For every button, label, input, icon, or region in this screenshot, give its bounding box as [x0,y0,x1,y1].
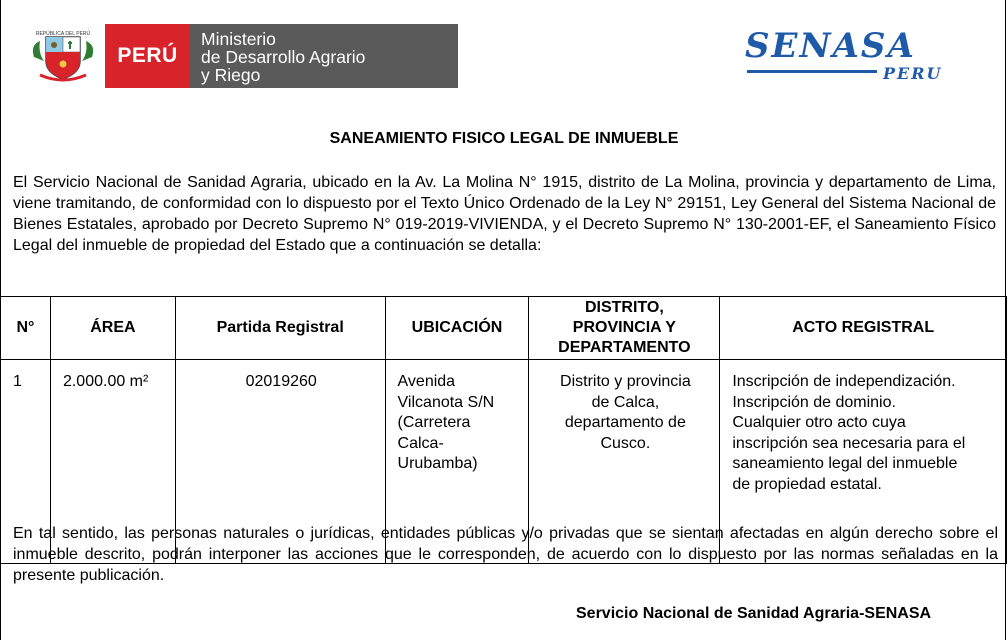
coat-of-arms-icon [30,27,96,83]
document-title: SANEAMIENTO FISICO LEGAL DE INMUEBLE [329,130,679,147]
header [0,0,1008,110]
peru-logo-block [105,24,190,88]
header-partida: Partida Registral [175,297,385,360]
ubicacion-line: Urubamba) [397,455,478,472]
ministry-line-3: y Riego [201,65,261,85]
signature: Servicio Nacional de Sanidad Agraria-SENASA [576,605,932,622]
header-area: ÁREA [50,297,175,360]
closing-paragraph: En tal sentido, las personas naturales o jurídicas, entidades públicas y/o privadas que se sientan afectadas en algún derecho sobre el inmueble descrito, podrán interponer las acciones que le corresponden, de acuerdo con lo dispuesto por las normas señaladas en la presente publicación. [13,525,998,584]
peru-label: PERÚ [117,44,178,67]
distrito-line: departamento de [564,414,686,431]
header-ubicacion: UBICACIÓN [385,297,529,360]
cell-partida: 02019260 [175,360,385,564]
coat-of-arms-text: REPÚBLICA DEL PERÚ [35,31,91,37]
header-distrito-line: DEPARTAMENTO [558,339,691,356]
acto-line: inscripción sea necesaria para el [732,434,966,452]
header-distrito [529,297,720,360]
senasa-logo [745,28,965,84]
header-distrito-line: PROVINCIA Y [572,319,676,336]
senasa-wordmark: SENASA [745,26,916,66]
acto-line: de propiedad estatal. [732,475,882,493]
senasa-underline [747,70,877,73]
senasa-peru-label: PERU [883,64,943,83]
distrito-line: de Calca, [591,393,660,411]
acto-line: Cualquier otro acto cuya [732,414,906,431]
intro-paragraph: El Servicio Nacional de Sanidad Agraria, ubicado en la Av. La Molina N° 1915, distrito de La Molina, provincia y departamento de Lima, viene tramitando, de conformidad con lo dispuesto por el Texto Único Ordenado de la Ley N° 29151, Ley General del Sistema Nacional de Bienes Estatales, aprobado por Decreto Supremo N° 019-2019-VIVIENDA, y el Decreto Supremo N° 130-2001-EF, el Saneamiento Físico Legal del inmueble de propiedad del Estado que a continuación se detalla: [13,174,996,254]
cell-n: 1 [1,360,51,564]
ubicacion-line: (Carretera [397,414,471,431]
ubicacion-line: Avenida [397,373,456,390]
distrito-line: Distrito y provincia [560,373,691,390]
acto-line: saneamiento legal del inmueble [732,455,958,472]
ministry-logo-block [190,24,458,88]
acto-line: Inscripción de independización. [732,373,956,390]
cell-area: 2.000.00 m² [50,360,175,564]
header-distrito-line: DISTRITO, [584,299,664,316]
header-n: N° [1,297,51,360]
header-acto: ACTO REGISTRAL [720,297,1007,360]
ubicacion-line: Vilcanota S/N [397,393,495,411]
ministry-line-1: Ministerio [201,29,276,49]
ministry-line-2: de Desarrollo Agrario [201,47,366,67]
acto-line: Inscripción de dominio. [732,393,896,411]
table-header-row [1,297,1007,360]
distrito-line: Cusco. [600,434,651,452]
ubicacion-line: Calca- [397,434,444,452]
